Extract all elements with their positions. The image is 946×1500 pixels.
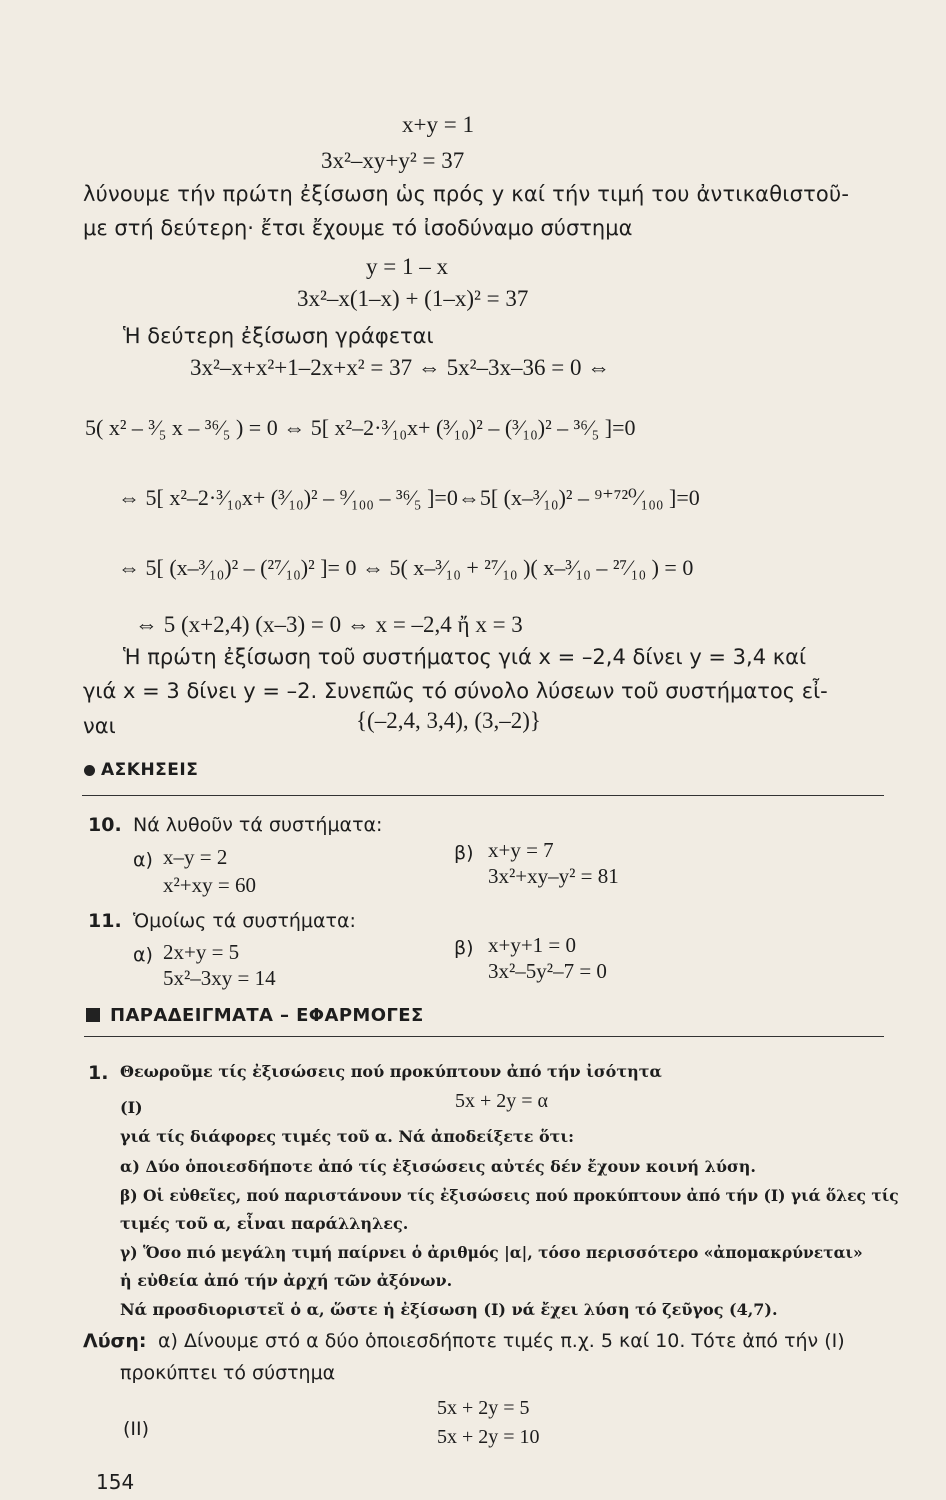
page-number: 154 [96,1470,135,1494]
solution-eq2: 5x + 2y = 10 [437,1426,540,1448]
derivation-line4: ⇔ 5[ (x–³⁄₁₀)² – (²⁷⁄₁₀)² ]= 0 ⇔ 5( x–³⁄₁₀ + ²⁷⁄₁₀ )( x–³⁄₁₀ – ²⁷⁄₁₀ ) = 0 [118,555,694,580]
ex11-text: Ὁμοίως τά συστήματα: [133,910,356,932]
square-bullet-icon [86,1008,100,1022]
text3-line1: Ἡ πρώτη ἐξίσωση τοῦ συστήματος γιά x = –2,4 δίνει y = 3,4 καί [123,645,807,669]
ex11-b-eq2: 3x²–5y²–7 = 0 [488,959,607,983]
text2: Ἡ δεύτερη ἐξίσωση γράφεται [123,324,434,348]
solution-label: Λύση: [83,1330,147,1352]
equiv-eq1: y = 1 – x [366,254,448,279]
ex1-label-I: (I) [120,1098,143,1117]
ex1-part-final: Νά προσδιοριστεῖ ὁ α, ὥστε ἡ ἐξίσωση (I) νά ἔχει λύση τό ζεῦγος (4,7). [120,1300,778,1319]
derivation-line1: 3x²–x+x²+1–2x+x² = 37 ⇔ 5x²–3x–36 = 0 ⇔ [190,355,611,380]
ex10-number: 10. [88,814,122,836]
ex11-b-label: β) [454,937,474,959]
ex10-a-eq1: x–y = 2 [163,845,228,869]
solution-eq1: 5x + 2y = 5 [437,1397,530,1419]
solution-line1: α) Δίνουμε στό α δύο ὁποιεσδήποτε τιμές π.χ. 5 καί 10. Τότε ἀπό τήν (I) [158,1330,845,1352]
equiv-eq2: 3x²–x(1–x) + (1–x)² = 37 [297,286,529,311]
ex10-a-eq2: x²+xy = 60 [163,873,256,897]
text1-line2: με στή δεύτερη· ἔτσι ἔχουμε τό ἰσοδύναμο σύστημα [83,216,633,240]
ex1-part-c1: γ) Ὅσο πιό μεγάλη τιμή παίρνει ὁ ἀριθμός |α|, τόσο περισσότερο «ἀπομακρύνεται» [120,1243,863,1262]
solution-label-II: (II) [123,1418,150,1440]
solution-set: {(–2,4, 3,4), (3,–2)} [356,708,541,733]
ex1-part-a: α) Δύο ὁποιεσδήποτε ἀπό τίς ἐξισώσεις αὐτές δέν ἔχουν κοινή λύση. [120,1157,756,1176]
ex1-equation-I: 5x + 2y = α [455,1090,549,1112]
text1-line1: λύνουμε τήν πρώτη ἐξίσωση ὡς πρός y καί τήν τιμή του ἀντικαθιστοῦ- [83,182,850,206]
examples-heading [86,1005,424,1026]
exercises-rule [82,795,884,796]
intro-eq1: x+y = 1 [402,112,474,137]
ex11-a-eq2: 5x²–3xy = 14 [163,966,276,990]
ex1-part-b1: β) Οἱ εὐθεῖες, πού παριστάνουν τίς ἐξισώσεις πού προκύπτουν ἀπό τήν (I) γιά ὅλες τίς [120,1186,899,1205]
ex10-b-eq1: x+y = 7 [488,838,554,862]
solution-line2: προκύπτει τό σύστημα [120,1362,336,1384]
bullet-icon [84,765,95,776]
ex10-b-eq2: 3x²+xy–y² = 81 [488,864,619,888]
ex1-values: γιά τίς διάφορες τιμές τοῦ α. Νά ἀποδείξετε ὅτι: [120,1127,575,1146]
examples-rule [84,1036,884,1037]
ex1-statement: Θεωροῦμε τίς ἐξισώσεις πού προκύπτουν ἀπό τήν ἰσότητα [120,1062,662,1081]
ex10-a-label: α) [133,849,153,871]
intro-eq2: 3x²–xy+y² = 37 [321,148,465,173]
derivation-line3: ⇔ 5[ x²–2·³⁄₁₀x+ (³⁄₁₀)² – ⁹⁄₁₀₀ – ³⁶⁄₅ ]=0⇔5[ (x–³⁄₁₀)² – ⁹⁺⁷²⁰⁄₁₀₀ ]=0 [118,485,700,510]
ex1-part-c2: ἡ εὐθεία ἀπό τήν ἀρχή τῶν ἀξόνων. [120,1271,453,1290]
text3-line3-word: ναι [83,714,116,738]
ex11-a-label: α) [133,944,153,966]
ex10-b-label: β) [454,842,474,864]
derivation-line2: 5( x² – ³⁄₅ x – ³⁶⁄₅ ) = 0 ⇔ 5[ x²–2·³⁄₁₀x+ (³⁄₁₀)² – (³⁄₁₀)² – ³⁶⁄₅ ]=0 [85,415,636,440]
ex11-a-eq1: 2x+y = 5 [163,940,240,964]
derivation-line5: ⇔ 5 (x+2,4) (x–3) = 0 ⇔ x = –2,4 ἤ x = 3 [135,612,523,637]
ex10-text: Νά λυθοῦν τά συστήματα: [133,814,383,836]
ex1-part-b2: τιμές τοῦ α, εἶναι παράλληλες. [120,1214,409,1233]
ex11-b-eq1: x+y+1 = 0 [488,933,577,957]
exercises-heading [84,760,198,780]
examples-heading-label: ΠΑΡΑΔΕΙΓΜΑΤΑ – ΕΦΑΡΜΟΓΕΣ [110,1005,424,1026]
exercises-heading-label: ΑΣΚΗΣΕΙΣ [101,760,199,780]
text3-line2: γιά x = 3 δίνει y = –2. Συνεπῶς τό σύνολο λύσεων τοῦ συστήματος εἶ- [83,679,828,703]
ex1-number: 1. [88,1062,109,1084]
ex11-number: 11. [88,910,122,932]
